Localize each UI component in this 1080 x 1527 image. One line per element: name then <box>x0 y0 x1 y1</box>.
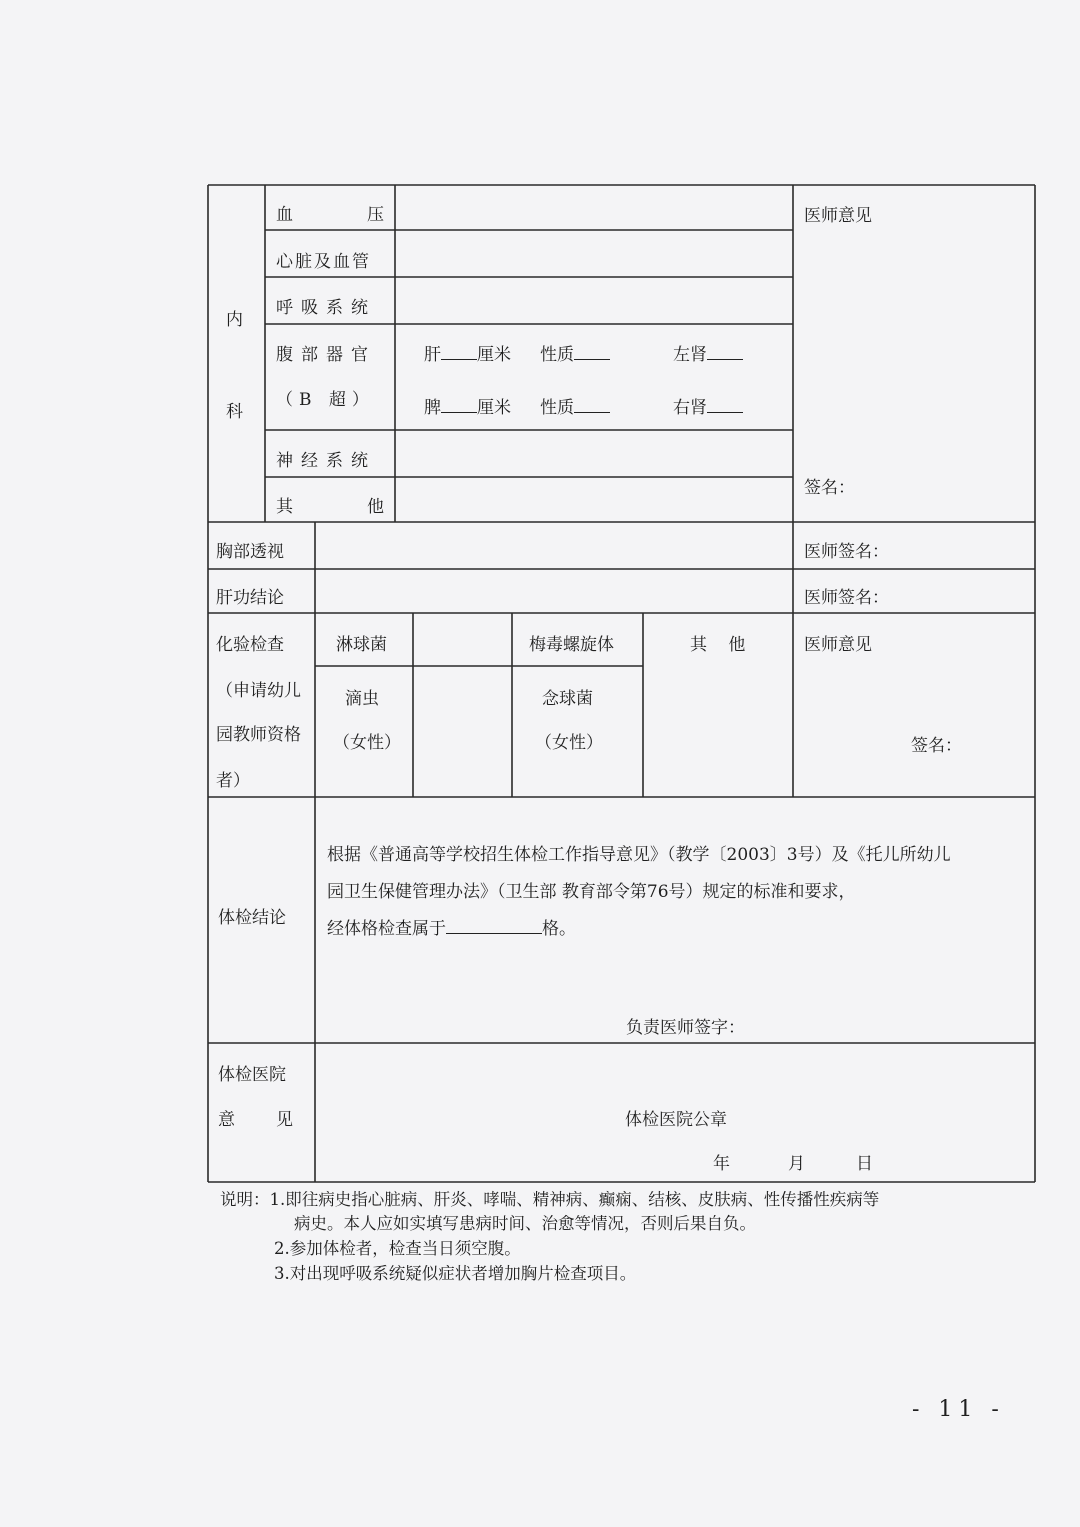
section-label-internal-1: 内 <box>226 310 243 330</box>
spleen-nature-label: 性质 <box>540 398 574 418</box>
label-trichomonas: 滴虫 <box>345 689 379 709</box>
liver-size-field <box>424 345 511 365</box>
conclusion-line1: 根据《普通高等学校招生体检工作指导意见》（教学〔2003〕3号）及《托儿所幼儿 <box>327 845 951 865</box>
internal-doctor-opinion: 医师意见 <box>804 206 872 226</box>
note-line2: 病史。本人应如实填写患病时间、治愈等情况，否则后果自负。 <box>294 1214 756 1233</box>
lab-doctor-opinion: 医师意见 <box>804 635 872 655</box>
section-label-internal-2: 科 <box>226 402 243 422</box>
label-liver-function: 肝功结论 <box>216 588 284 608</box>
date-month: 月 <box>788 1154 805 1174</box>
spleen-label: 脾 <box>424 398 441 418</box>
conclusion-line3-suffix: 格。 <box>542 919 576 939</box>
conclusion-line3-prefix: 经体格检查属于 <box>327 919 446 939</box>
conclusion-line2: 园卫生保健管理办法》（卫生部 教育部令第76号）规定的标准和要求， <box>327 882 856 902</box>
lab-label-line1: 化验检查 <box>216 635 284 655</box>
left-kidney-field <box>673 345 743 365</box>
label-candida: 念球菌 <box>542 689 593 709</box>
lab-label-line4: 者） <box>216 771 250 791</box>
date-day: 日 <box>856 1154 873 1174</box>
liver-function-doctor-sign: 医师签名： <box>804 588 889 608</box>
conclusion-doctor-sign: 负责医师签字： <box>626 1018 745 1038</box>
lab-label-line3: 园教师资格 <box>216 725 301 745</box>
right-kidney-label: 右肾 <box>673 398 707 418</box>
label-conclusion: 体检结论 <box>218 908 286 928</box>
label-abdomen: 腹部器官 <box>276 345 376 365</box>
label-hospital-1: 体检医院 <box>218 1065 286 1085</box>
internal-signature: 签名： <box>804 478 855 498</box>
liver-label: 肝 <box>424 345 441 365</box>
note-line1: 说明：1.即往病史指心脏病、肝炎、哮喘、精神病、癫痫、结核、皮肤病、性传播性疾病等 <box>220 1190 880 1209</box>
label-b-ultrasound: （B 超） <box>276 390 375 410</box>
right-kidney-field <box>673 398 743 418</box>
page-number: - 11 - <box>912 1397 1005 1422</box>
label-chest: 胸部透视 <box>216 542 284 562</box>
spleen-nature-field <box>540 398 610 418</box>
spleen-size-field <box>424 398 511 418</box>
lab-signature: 签名： <box>911 736 962 756</box>
label-female-1: （女性） <box>333 733 401 753</box>
date-year: 年 <box>713 1154 730 1174</box>
label-lab-other: 其 他 <box>690 635 754 655</box>
liver-unit: 厘米 <box>477 345 511 365</box>
chest-doctor-sign: 医师签名： <box>804 542 889 562</box>
label-blood-pressure: 血 压 <box>276 205 384 225</box>
label-heart: 心脏及血管 <box>276 252 371 272</box>
spleen-unit: 厘米 <box>477 398 511 418</box>
label-gonorrhea: 淋球菌 <box>336 635 387 655</box>
label-respiratory: 呼吸系统 <box>276 298 376 318</box>
conclusion-line3 <box>327 919 576 939</box>
hospital-seal: 体检医院公章 <box>625 1110 727 1130</box>
liver-nature-field <box>540 345 610 365</box>
label-hospital-2: 意 见 <box>218 1110 293 1130</box>
note-line4: 3.对出现呼吸系统疑似症状者增加胸片检查项目。 <box>274 1264 637 1283</box>
liver-nature-label: 性质 <box>540 345 574 365</box>
label-female-2: （女性） <box>535 733 603 753</box>
label-syphilis: 梅毒螺旋体 <box>529 635 614 655</box>
left-kidney-label: 左肾 <box>673 345 707 365</box>
label-other: 其 他 <box>276 497 384 517</box>
label-nervous: 神经系统 <box>276 451 376 471</box>
lab-label-line2: （申请幼儿 <box>216 681 301 701</box>
note-line3: 2.参加体检者，检查当日须空腹。 <box>274 1239 521 1258</box>
qualification-blank[interactable] <box>446 919 542 934</box>
